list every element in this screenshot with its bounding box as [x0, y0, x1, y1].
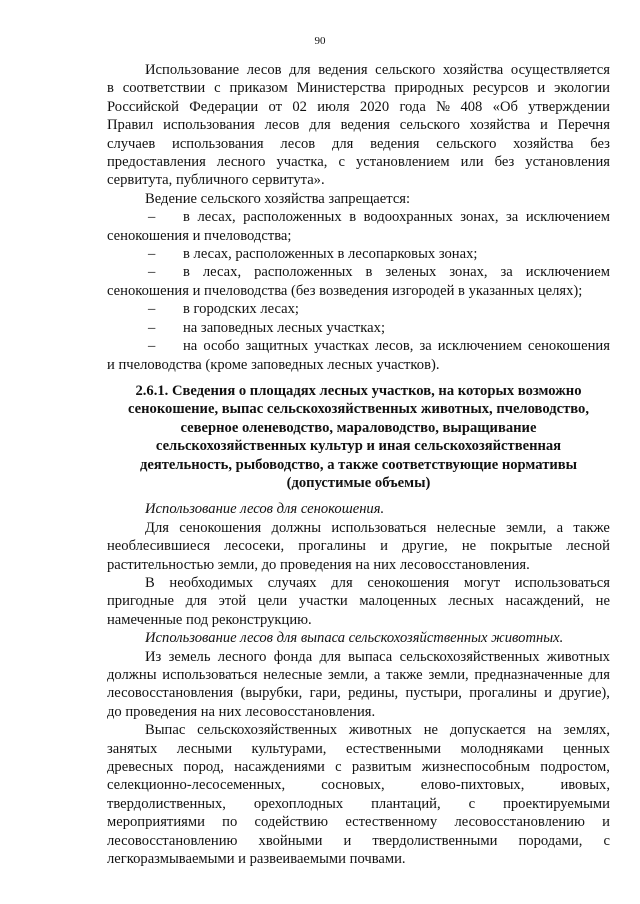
- page-number: 90: [314, 35, 326, 47]
- heading-line: (допустимые объемы): [286, 474, 431, 491]
- text-line: занятых лесными культурами, естественными молодняками ценных: [107, 740, 610, 757]
- list-dash: –: [148, 338, 156, 355]
- list-dash: –: [148, 319, 156, 336]
- paragraph: [107, 61, 610, 190]
- text-line: в лесах, расположенных в лесопарковых зонах;: [183, 246, 478, 263]
- text-line: случаев использования лесов для ведения сельского хозяйства без: [107, 135, 610, 152]
- text-line: до проведения на них лесовосстановления.: [107, 703, 376, 720]
- text-line: Использование лесов для выпаса сельскохозяйственных животных.: [145, 630, 564, 647]
- text-line: Использование лесов для сенокошения.: [145, 501, 385, 518]
- paragraph: [107, 574, 610, 629]
- text-line: Правил использования лесов для ведения сельского хозяйства и Перечня: [107, 117, 610, 134]
- list-dash: –: [148, 246, 156, 263]
- list-item: [107, 263, 610, 300]
- text-line: в городских лесах;: [183, 301, 299, 318]
- text-line: на особо защитных участках лесов, за исключением сенокошения: [183, 338, 610, 355]
- text-line: твердолиственных, орехоплодных плантаций, с проектируемыми: [107, 795, 610, 812]
- list-item: [107, 208, 610, 245]
- text-line: сервитута, публичного сервитута».: [107, 172, 325, 189]
- text-line: лесовосстановлению хвойными и твердолиственными породами, с: [107, 832, 610, 849]
- text-line: сенокошения и пчеловодства (без возведения изгородей в указанных целях);: [107, 282, 583, 299]
- text-line: в соответствии с приказом Министерства природных ресурсов и экологии: [107, 80, 610, 97]
- subheading: [107, 629, 610, 647]
- paragraph: [107, 190, 610, 208]
- text-line: пригодные для этой цели участки малоценных лесных насаждений, не: [107, 593, 610, 610]
- section-heading: [107, 382, 610, 492]
- text-line: Российской Федерации от 02 июля 2020 года № 408 «Об утверждении: [107, 98, 610, 115]
- heading-line: 2.6.1. Сведения о площадях лесных участков, на которых возможно: [135, 382, 582, 399]
- list-item: [107, 245, 610, 263]
- list-item: [107, 337, 610, 374]
- text-line: лесовосстановления (вырубки, гари, редины, пустыри, прогалины и другие),: [107, 685, 610, 702]
- text-line: намеченные под реконструкцию.: [107, 611, 312, 628]
- text-line: Использование лесов для ведения сельского хозяйства осуществляется: [145, 62, 610, 78]
- list-dash: –: [148, 209, 156, 226]
- text-line: и пчеловодства (кроме заповедных лесных участков).: [107, 356, 440, 373]
- text-line: в лесах, расположенных в водоохранных зонах, за исключением: [183, 209, 610, 226]
- heading-line: сенокошение, выпас сельскохозяйственных животных, пчеловодство,: [128, 401, 589, 418]
- text-line: В необходимых случаях для сенокошения могут использоваться: [145, 574, 610, 591]
- paragraph: [107, 721, 610, 868]
- text-line: селекционно-лесосеменных, сосновых, елово-пихтовых, ивовых,: [107, 777, 610, 794]
- text-line: легкоразмываемыми и развеиваемыми почвами.: [107, 851, 406, 868]
- page-content: [107, 61, 610, 868]
- heading-line: северное оленеводство, мараловодство, выращивание: [180, 419, 537, 436]
- text-line: Выпас сельскохозяйственных животных не допускается на землях,: [145, 722, 610, 739]
- text-line: растительностью земли, до проведения на них лесовосстановления.: [107, 556, 530, 573]
- paragraph: [107, 648, 610, 722]
- text-line: мероприятиями по содействию естественному лесовосстановлению и: [107, 814, 610, 831]
- text-line: Для сенокошения должны использоваться нелесные земли, а также: [145, 519, 610, 536]
- text-line: Из земель лесного фонда для выпаса сельскохозяйственных животных: [145, 648, 610, 665]
- list-dash: –: [148, 301, 156, 318]
- list-dash: –: [148, 264, 156, 281]
- text-line: необлесившиеся лесосеки, прогалины и другие, не покрытые лесной: [107, 538, 610, 555]
- heading-line: деятельность, рыбоводство, а также соответствующие нормативы: [139, 456, 578, 473]
- paragraph: [107, 519, 610, 574]
- list-item: [107, 300, 610, 318]
- text-line: сенокошения и пчеловодства;: [107, 227, 292, 244]
- subheading: [107, 500, 610, 518]
- text-line: предоставления лесного участка, с установлением или без установления: [107, 154, 610, 171]
- heading-line: сельскохозяйственных культур и иная сельскохозяйственная: [155, 438, 562, 455]
- text-line: в лесах, расположенных в зеленых зонах, за исключением: [183, 264, 610, 281]
- text-line: на заповедных лесных участках;: [183, 319, 385, 336]
- list-item: [107, 319, 610, 337]
- text-line: Ведение сельского хозяйства запрещается:: [145, 190, 411, 207]
- text-line: древесных пород, насаждениями с развитым жизнеспособным подростом,: [107, 759, 610, 776]
- text-line: должны использоваться нелесные земли, а также земли, предназначенные для: [107, 667, 610, 683]
